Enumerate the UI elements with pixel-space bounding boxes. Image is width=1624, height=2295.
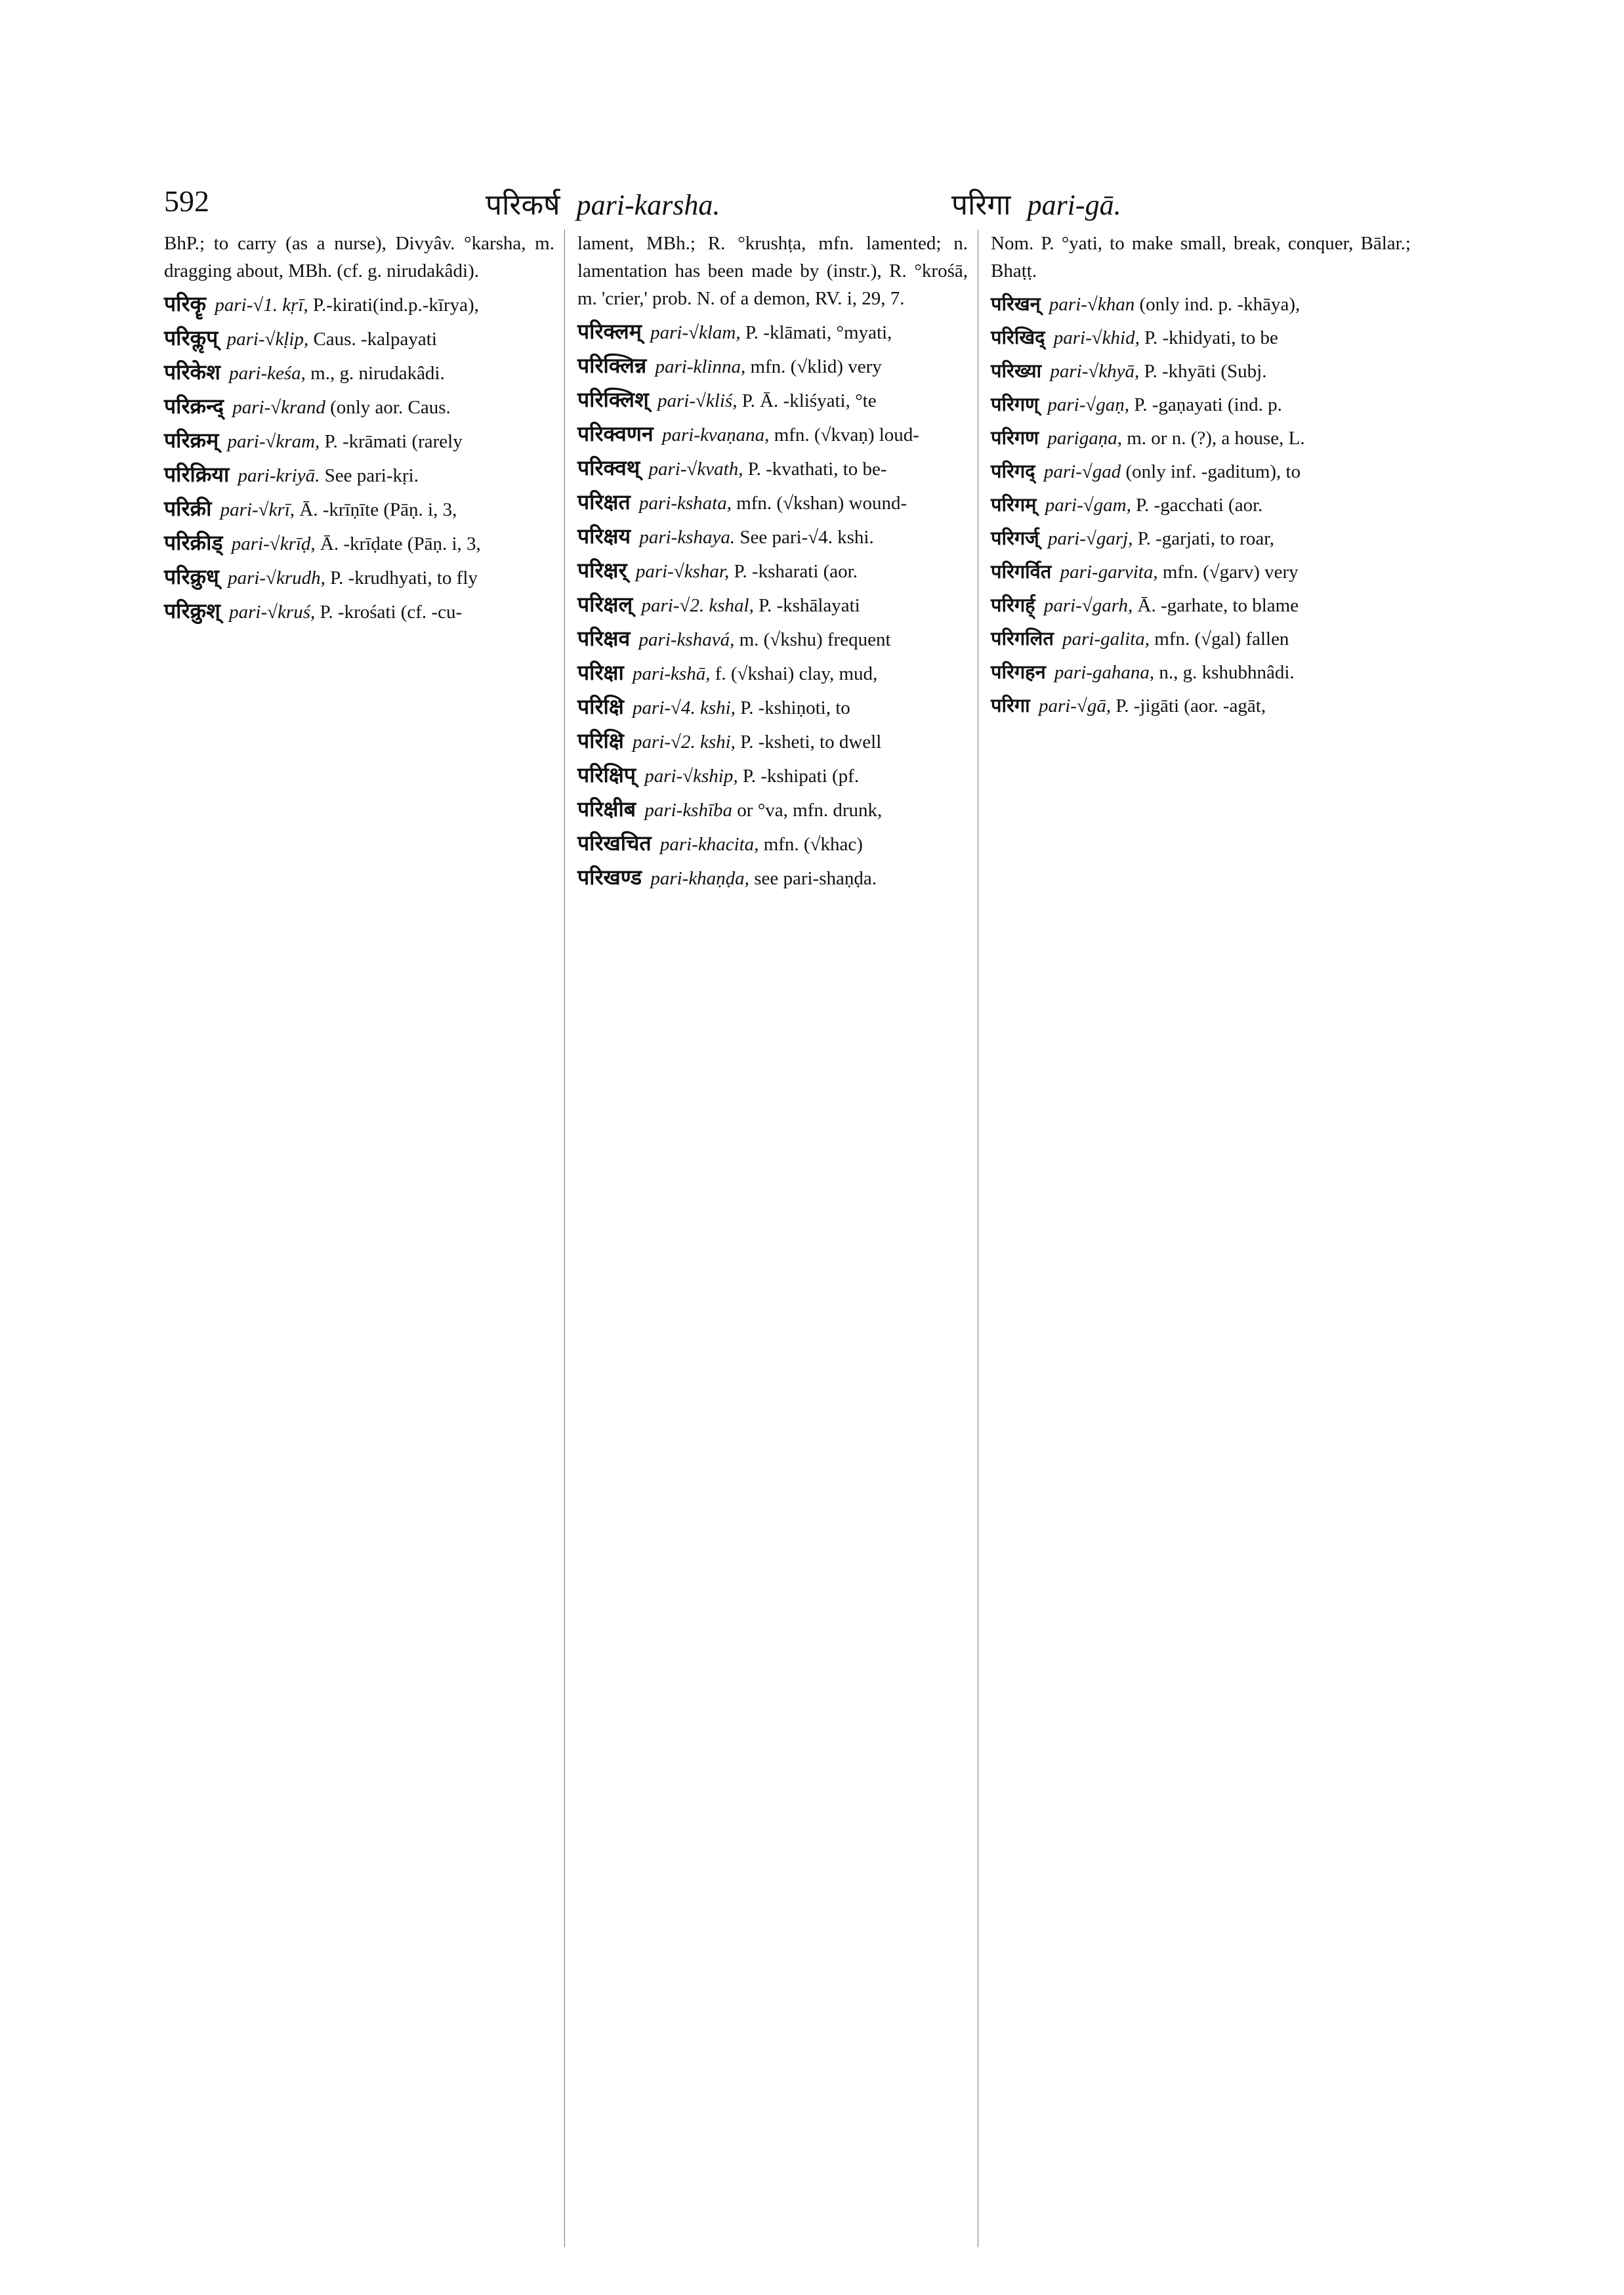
entry-headword-latin: pari-kshība	[644, 800, 733, 821]
entry-definition: m. or n. (?), a house, L.	[1127, 428, 1305, 449]
entry-definition: mfn. (√kvaṇ) loud-	[774, 424, 919, 445]
entry-headword-latin: pari-√gaṇ,	[1047, 394, 1130, 415]
entry-headword-devanagari: परिकॄ	[164, 291, 207, 316]
dictionary-entry	[991, 524, 1411, 552]
entry-headword-devanagari: परिख्या	[991, 360, 1042, 382]
column-2	[577, 230, 968, 898]
entry-headword-latin: pari-√kshar,	[635, 561, 730, 582]
dictionary-entry	[577, 829, 968, 858]
dictionary-entry	[577, 386, 968, 415]
entry-headword-latin: pari-√2. kshi,	[633, 732, 736, 753]
dictionary-entry	[164, 392, 554, 421]
entry-definition: See pari-kṛi.	[324, 465, 419, 486]
entry-headword-latin: pari-galita,	[1062, 629, 1150, 650]
entry-headword-latin: pari-kshā,	[633, 663, 711, 684]
dictionary-entry	[577, 420, 968, 449]
dictionary-entry	[991, 424, 1411, 452]
entry-definition: Ā. -garhate, to blame	[1137, 595, 1299, 616]
entry-definition: or °va, mfn. drunk,	[737, 800, 883, 821]
dictionary-entry	[991, 323, 1411, 352]
dictionary-entry	[164, 597, 554, 626]
entry-headword-devanagari: परिक्लिश्	[577, 387, 649, 412]
dictionary-entry	[991, 457, 1411, 486]
entry-headword-latin: pari-√krī,	[220, 499, 295, 520]
dictionary-entry	[991, 558, 1411, 586]
entry-definition: See pari-√4. kshi.	[739, 527, 874, 548]
dictionary-entry	[577, 761, 968, 790]
dictionary-entry	[577, 795, 968, 824]
entry-headword-devanagari: परिकॢप्	[164, 325, 219, 350]
entry-definition: P. Ā. -kliśyati, °te	[741, 390, 877, 411]
column-3	[991, 230, 1411, 725]
entry-headword-latin: pari-garvita,	[1060, 562, 1158, 583]
entry-headword-latin: pari-√krudh,	[228, 568, 325, 589]
dictionary-entry	[991, 357, 1411, 385]
entry-definition: mfn. (√klid) very	[750, 356, 882, 377]
dictionary-entry	[164, 290, 554, 319]
entry-headword-devanagari: परिगद्	[991, 460, 1035, 482]
entry-headword-devanagari: परिक्षि	[577, 694, 624, 719]
left-headword-devanagari: परिकर्ष	[486, 189, 560, 221]
entry-headword-latin: pari-khaṇḍa,	[650, 868, 749, 889]
column-1	[164, 230, 554, 631]
entry-headword-latin: pari-√krand	[232, 397, 325, 418]
dictionary-entry	[164, 461, 554, 489]
entry-headword-latin: pari-√kḷip,	[226, 329, 309, 350]
dictionary-entry	[577, 863, 968, 892]
entry-headword-devanagari: परिगम्	[991, 493, 1037, 516]
entry-definition: m., g. nirudakâdi.	[310, 363, 445, 384]
entry-headword-latin: pari-√garh,	[1043, 595, 1133, 616]
entry-headword-latin: pari-khacita,	[659, 834, 759, 855]
dictionary-entry	[577, 454, 968, 483]
entry-headword-latin: pari-gahana,	[1054, 662, 1155, 683]
entry-headword-devanagari: परिगलित	[991, 627, 1054, 650]
entry-definition: P. -kshiṇoti, to	[740, 697, 850, 718]
dictionary-entry	[577, 556, 968, 585]
dictionary-entry	[577, 318, 968, 346]
entry-definition: Ā. -krīṇīte (Pāṇ. i, 3,	[299, 499, 457, 520]
dictionary-entry	[991, 591, 1411, 619]
dictionary-entry	[164, 529, 554, 558]
entry-definition: mfn. (√gal) fallen	[1154, 629, 1289, 650]
right-running-head	[951, 184, 1121, 223]
continuation-text: BhP.; to carry (as a nurse), Divyâv. °karsha, m. dragging about, MBh. (cf. g. nirudakâdi).	[164, 233, 554, 281]
entry-headword-devanagari: परिक्वथ्	[577, 455, 640, 480]
entry-headword-latin: pari-kshata,	[639, 493, 732, 514]
entry-headword-latin: pari-√krīḍ,	[231, 533, 316, 554]
entry-headword-latin: pari-√gad	[1043, 461, 1121, 482]
entry-headword-devanagari: परिक्षत	[577, 489, 631, 514]
left-running-head	[486, 184, 720, 223]
entry-headword-devanagari: परिक्षर्	[577, 558, 627, 583]
entry-definition: P. -klāmati, °myati,	[745, 322, 892, 343]
dictionary-entry	[991, 390, 1411, 419]
entry-definition: P. -garjati, to roar,	[1137, 528, 1274, 549]
entry-headword-devanagari: परिकेश	[164, 360, 220, 384]
entry-definition: P. -kvathati, to be-	[747, 459, 887, 480]
dictionary-entry	[164, 563, 554, 592]
entry-headword-latin: pari-√kruś,	[229, 602, 316, 623]
entry-headword-latin: pari-√kram,	[227, 431, 320, 452]
entry-definition: P.-kirati(ind.p.-kīrya),	[313, 295, 479, 316]
entry-definition: P. -khyāti (Subj.	[1144, 361, 1267, 382]
dictionary-entry	[577, 727, 968, 756]
entry-headword-devanagari: परिगण	[991, 426, 1039, 449]
right-headword-latin: pari-gā.	[1027, 189, 1121, 221]
entry-headword-devanagari: परिखन्	[991, 293, 1041, 315]
entry-headword-latin: pari-√gā,	[1038, 695, 1112, 716]
page-header	[164, 184, 1460, 223]
dictionary-entry	[577, 488, 968, 517]
entry-headword-devanagari: परिगण्	[991, 393, 1039, 415]
entry-definition: (only ind. p. -khāya),	[1139, 294, 1301, 315]
entry-definition: m. (√kshu) frequent	[739, 629, 891, 650]
entry-headword-latin: pari-kshaya.	[639, 527, 736, 548]
dictionary-entry	[577, 522, 968, 551]
entry-headword-latin: pari-√khan	[1049, 294, 1135, 315]
entry-headword-latin: pari-√khid,	[1053, 327, 1140, 348]
entry-headword-devanagari: परिगर्वित	[991, 560, 1052, 583]
entry-headword-latin: parigaṇa,	[1047, 428, 1122, 449]
entry-headword-devanagari: परिक्रिया	[164, 462, 230, 487]
entry-headword-devanagari: परिक्रम्	[164, 428, 219, 453]
entry-definition: Ā. -krīḍate (Pāṇ. i, 3,	[320, 533, 481, 554]
entry-headword-devanagari: परिक्षव	[577, 626, 631, 651]
entry-definition: P. -kshālayati	[759, 595, 860, 616]
page-number: 592	[164, 184, 209, 218]
entry-headword-devanagari: परिगा	[991, 694, 1030, 716]
dictionary-entry	[991, 658, 1411, 686]
entry-headword-devanagari: परिक्षल्	[577, 592, 633, 617]
entry-definition: P. -ksheti, to dwell	[740, 732, 882, 753]
entry-definition: mfn. (√garv) very	[1162, 562, 1299, 583]
entry-headword-devanagari: परिगहन	[991, 661, 1046, 683]
entry-definition: P. -kshipati (pf.	[742, 766, 860, 787]
dictionary-entry	[991, 625, 1411, 653]
entry-definition: mfn. (√kshan) wound-	[736, 493, 907, 514]
entry-headword-devanagari: परिक्षा	[577, 660, 624, 685]
entry-definition: P. -krudhyati, to fly	[330, 568, 478, 589]
entry-headword-devanagari: परिक्लम्	[577, 319, 642, 344]
entry-headword-devanagari: परिक्षीब	[577, 796, 636, 821]
entry-headword-latin: pari-√2. kshal,	[641, 595, 754, 616]
entry-list	[577, 318, 968, 892]
dictionary-entry	[991, 290, 1411, 318]
entry-headword-devanagari: परिक्रीड्	[164, 530, 223, 555]
entry-headword-devanagari: परिक्री	[164, 496, 212, 521]
entry-definition: see pari-shaṇḍa.	[754, 868, 877, 889]
entry-headword-latin: pari-kshavá,	[638, 629, 735, 650]
entry-headword-latin: pari-√gam,	[1045, 495, 1131, 516]
entry-headword-latin: pari-kvaṇana,	[661, 424, 770, 445]
entry-headword-devanagari: परिगर्ह्	[991, 594, 1035, 616]
dictionary-entry	[577, 693, 968, 722]
continuation-text: lament, MBh.; R. °krushṭa, mfn. lamented; n. lamentation has been made by (instr.), R. °krośā, m. 'crier,' prob. N. of a demon, RV. i, 29, 7.	[577, 233, 968, 309]
entry-headword-latin: pari-kriyā.	[238, 465, 320, 486]
entry-headword-devanagari: परिखचित	[577, 831, 652, 856]
dictionary-entry	[164, 324, 554, 353]
dictionary-entry	[577, 659, 968, 688]
entry-headword-devanagari: परिक्रन्द्	[164, 394, 224, 419]
dictionary-entry	[164, 358, 554, 387]
entry-headword-latin: pari-√garj,	[1047, 528, 1133, 549]
entry-definition: f. (√kshai) clay, mud,	[715, 663, 878, 684]
entry-definition: P. -khidyati, to be	[1144, 327, 1278, 348]
dictionary-entry	[577, 352, 968, 381]
entry-headword-devanagari: परिक्वणन	[577, 421, 654, 446]
entry-definition: (only inf. -gaditum), to	[1125, 461, 1301, 482]
entry-definition: (only aor. Caus.	[330, 397, 451, 418]
column-divider	[564, 230, 565, 2247]
entry-headword-latin: pari-√kvath,	[648, 459, 743, 480]
entry-headword-latin: pari-√klam,	[650, 322, 741, 343]
entry-headword-latin: pari-√4. kshi,	[633, 697, 736, 718]
entry-headword-devanagari: परिक्षि	[577, 728, 624, 753]
entry-definition: Caus. -kalpayati	[313, 329, 437, 350]
left-headword-latin: pari-karsha.	[576, 189, 720, 221]
entry-headword-devanagari: परिक्रुश्	[164, 598, 220, 623]
dictionary-entry	[577, 625, 968, 653]
entry-headword-devanagari: परिगर्ज्	[991, 527, 1039, 549]
entry-headword-devanagari: परिक्रुध्	[164, 564, 219, 589]
entry-headword-devanagari: परिक्षय	[577, 524, 631, 548]
entry-list	[164, 290, 554, 626]
entry-definition: P. -ksharati (aor.	[734, 561, 858, 582]
entry-headword-latin: pari-√kliś,	[657, 390, 738, 411]
entry-headword-latin: pari-√1. kṛī,	[215, 295, 308, 316]
entry-headword-devanagari: परिक्षिप्	[577, 762, 636, 787]
entry-headword-latin: pari-keśa,	[229, 363, 306, 384]
continuation-text: Nom. P. °yati, to make small, break, conquer, Bālar.; Bhaṭṭ.	[991, 233, 1411, 281]
entry-headword-latin: pari-klinna,	[655, 356, 746, 377]
entry-headword-devanagari: परिखिद्	[991, 326, 1045, 348]
entry-definition: P. -gacchati (aor.	[1136, 495, 1263, 516]
dictionary-entry	[577, 590, 968, 619]
entry-headword-devanagari: परिक्लिन्न	[577, 353, 647, 378]
dictionary-entry	[164, 495, 554, 524]
entry-definition: mfn. (√khac)	[763, 834, 863, 855]
entry-headword-devanagari: परिखण्ड	[577, 865, 642, 890]
entry-definition: P. -krāmati (rarely	[324, 431, 463, 452]
entry-definition: n., g. kshubhnâdi.	[1159, 662, 1295, 683]
entry-list	[991, 290, 1411, 720]
dictionary-entry	[164, 426, 554, 455]
entry-definition: P. -gaṇayati (ind. p.	[1134, 394, 1282, 415]
dictionary-entry	[991, 692, 1411, 720]
entry-headword-latin: pari-√khyā,	[1050, 361, 1140, 382]
dictionary-entry	[991, 491, 1411, 519]
entry-definition: P. -jigāti (aor. -agāt,	[1115, 695, 1266, 716]
entry-headword-latin: pari-√kship,	[644, 766, 738, 787]
entry-definition: P. -krośati (cf. -cu-	[320, 602, 463, 623]
right-headword-devanagari: परिगा	[951, 189, 1011, 221]
